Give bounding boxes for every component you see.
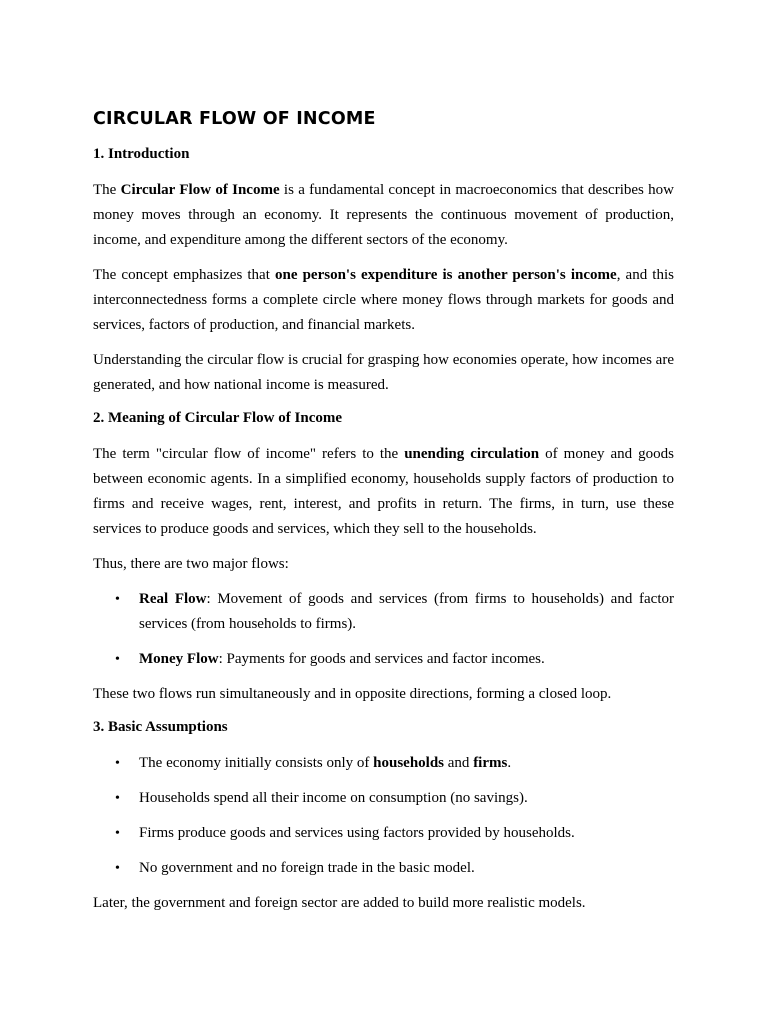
text-run: Firms produce goods and services using factors provided by households. [139, 825, 575, 841]
bullet-icon: • [115, 826, 120, 841]
bold-term-money-flow: Money Flow [139, 651, 219, 667]
section-heading-assumptions: 3. Basic Assumptions [93, 719, 228, 735]
bold-term-households: households [373, 755, 445, 771]
bold-term-firms: firms [473, 755, 508, 771]
text-run: Households spend all their income on consumption (no savings). [139, 790, 528, 806]
intro-paragraph-2 [93, 263, 674, 338]
meaning-paragraph-1 [93, 442, 674, 542]
list-item-assumption-1 [93, 751, 674, 776]
bullet-icon: • [115, 861, 120, 876]
flows-list [93, 587, 674, 672]
bold-phrase-expenditure-income: one person's expenditure is another person's income [274, 267, 617, 283]
list-item-assumption-4 [93, 856, 674, 881]
list-item-money-flow [93, 647, 674, 672]
bold-term-real-flow: Real Flow [139, 591, 207, 607]
section-heading-introduction: 1. Introduction [93, 146, 190, 162]
text-run: : Movement of goods and services (from firms to households) and factor services (from households to firms). [139, 591, 674, 632]
bullet-icon: • [115, 791, 120, 806]
bold-term-circular-flow: Circular Flow of Income [120, 182, 280, 198]
text-run: is a fundamental concept in macroeconomics that describes how money moves through an economy. It represents the continuous movement of production, income, and expenditure among the different sectors of the economy. [93, 182, 674, 248]
assumptions-closing-paragraph: Later, the government and foreign sector are added to build more realistic models. [93, 895, 586, 911]
bullet-icon: • [115, 592, 120, 607]
document-title: CIRCULAR FLOW OF INCOME [93, 109, 376, 129]
text-run: The concept emphasizes that [93, 267, 275, 283]
assumptions-list [93, 751, 674, 881]
meaning-paragraph-3: These two flows run simultaneously and in opposite directions, forming a closed loop. [93, 686, 612, 702]
text-run: No government and no foreign trade in the basic model. [139, 860, 475, 876]
list-item-assumption-2 [93, 786, 674, 811]
text-run: The [93, 182, 121, 198]
list-item-real-flow [93, 587, 674, 637]
intro-paragraph-1 [93, 178, 674, 253]
intro-paragraph-3: Understanding the circular flow is crucial for grasping how economies operate, how incomes are generated, and how national income is measured. [93, 352, 674, 393]
meaning-paragraph-2: Thus, there are two major flows: [93, 556, 289, 572]
bullet-icon: • [115, 652, 120, 667]
text-run: : Payments for goods and services and factor incomes. [218, 651, 545, 667]
document-page [93, 108, 674, 926]
text-run: The term "circular flow of income" refers to the [93, 446, 405, 462]
bullet-icon: • [115, 756, 120, 771]
text-run: The economy initially consists only of [139, 755, 374, 771]
list-item-assumption-3 [93, 821, 674, 846]
bold-phrase-unending-circulation: unending circulation [404, 446, 540, 462]
text-run: and [444, 755, 474, 771]
text-run: of money and goods between economic agents. In a simplified economy, households supply factors of production to firms and receive wages, rent, interest, and profits in return. The firms, in turn, use these services to produce goods and services, which they sell to the households. [93, 446, 675, 537]
text-run: . [507, 755, 512, 771]
text-run: , and this interconnectedness forms a complete circle where money flows through markets for goods and services, factors of production, and financial markets. [93, 267, 674, 333]
section-heading-meaning: 2. Meaning of Circular Flow of Income [93, 410, 343, 426]
